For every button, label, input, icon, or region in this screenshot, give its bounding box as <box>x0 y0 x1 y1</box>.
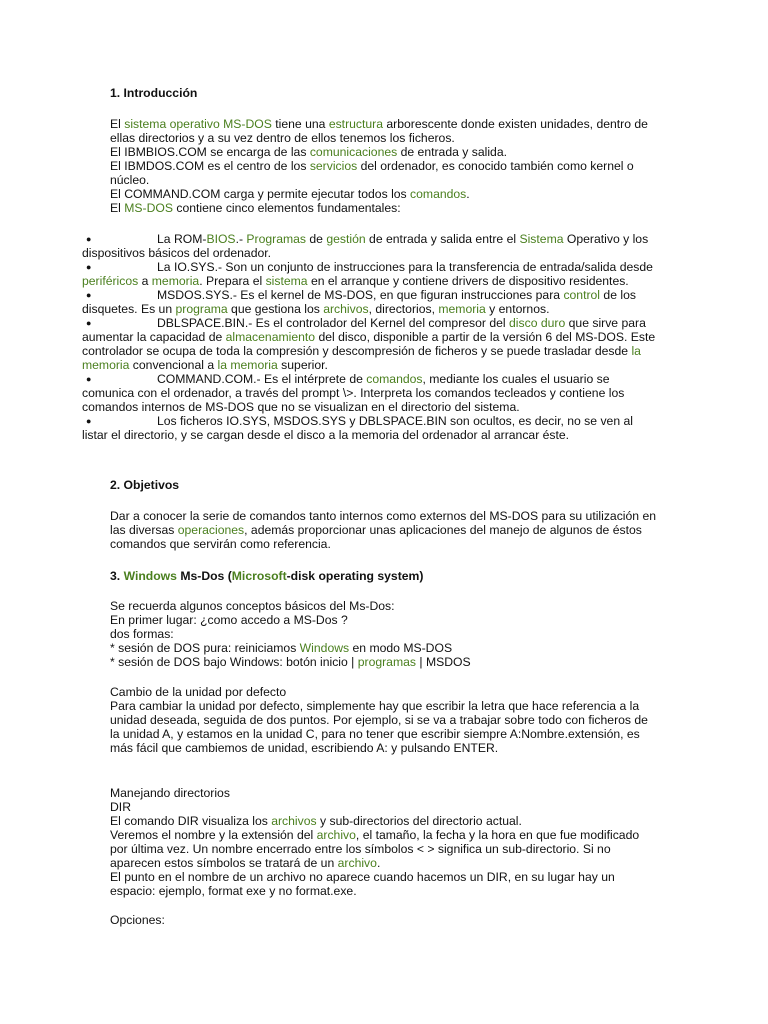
heading-windows-msdos: 3. Windows Ms-Dos (Microsoft-disk operating system) <box>110 569 424 583</box>
text-line: DIR <box>110 800 131 814</box>
directorios-paragraph <box>110 786 660 898</box>
text-line: * sesión de DOS bajo Windows: botón inicio | programas | MSDOS <box>110 655 471 669</box>
hyperlink[interactable]: gestión <box>326 232 366 246</box>
list-item: ● La ROM-BIOS.- Programas de gestión de entrada y salida entre el Sistema Operativo y los dispositivos básicos del ordenador. <box>82 232 649 260</box>
hyperlink[interactable]: Windows <box>123 569 177 583</box>
hyperlink[interactable]: MS-DOS <box>124 201 173 215</box>
bullet-icon: ● <box>86 318 92 328</box>
text-line: En primer lugar: ¿como accedo a MS-Dos ? <box>110 613 348 627</box>
list-item: ● Los ficheros IO.SYS, MSDOS.SYS y DBLSPACE.BIN son ocultos, es decir, no se ven al listar el directorio, y se cargan desde el disco a la memoria del ordenador al arrancar éste. <box>82 414 633 442</box>
hyperlink[interactable]: la memoria <box>82 344 641 372</box>
hyperlink[interactable]: comunicaciones <box>309 145 398 159</box>
text-line: * sesión de DOS pura: reiniciamos Windows en modo MS-DOS <box>110 641 453 655</box>
hyperlink[interactable]: archivos <box>271 814 317 828</box>
hyperlink[interactable]: estructura <box>328 117 384 131</box>
hyperlink[interactable]: periféricos <box>82 274 139 288</box>
text-line: El MS-DOS contiene cinco elementos fundamentales: <box>110 201 401 215</box>
hyperlink[interactable]: memoria <box>438 302 486 316</box>
text-line: El comando DIR visualiza los archivos y sub-directorios del directorio actual. <box>110 814 522 828</box>
text-line: Cambio de la unidad por defecto <box>110 685 287 699</box>
hyperlink[interactable]: comandos <box>410 187 467 201</box>
hyperlink[interactable]: operaciones <box>177 523 245 537</box>
bullet-icon: ● <box>86 374 92 384</box>
text-line: El IBMBIOS.COM se encarga de las comunicaciones de entrada y salida. <box>110 145 507 159</box>
hyperlink[interactable]: programa <box>175 302 228 316</box>
text-line: El punto en el nombre de un archivo no aparece cuando hacemos un DIR, en su lugar hay un espacio: ejemplo, format exe y no format.exe. <box>110 870 615 898</box>
elements-list <box>82 232 660 442</box>
hyperlink[interactable]: archivos <box>323 302 369 316</box>
hyperlink[interactable]: Sistema <box>519 232 564 246</box>
text-line: dos formas: <box>110 627 174 641</box>
bullet-icon: ● <box>86 416 92 426</box>
list-item: ● MSDOS.SYS.- Es el kernel de MS-DOS, en que figuran instrucciones para control de los disquetes. Es un programa que gestiona los archivos, directorios, memoria y entornos. <box>82 288 636 316</box>
hyperlink[interactable]: sistema <box>265 274 308 288</box>
hyperlink[interactable]: disco duro <box>509 316 566 330</box>
bullet-icon: ● <box>86 234 92 244</box>
hyperlink[interactable]: MS-DOS <box>223 117 272 131</box>
text-line: Dar a conocer la serie de comandos tanto internos como externos del MS-DOS para su utilización en las diversas operaciones, además proporcionar unas aplicaciones del manejo de algunos de éstos comandos que servirán como referencia. <box>110 509 657 551</box>
text-line: Manejando directorios <box>110 786 230 800</box>
intro-paragraph <box>110 117 660 215</box>
cambio-unidad-paragraph <box>110 685 660 755</box>
hyperlink[interactable]: archivo <box>316 828 356 842</box>
hyperlink[interactable]: archivo <box>337 856 377 870</box>
hyperlink[interactable]: servicios <box>309 159 358 173</box>
list-item: ● DBLSPACE.BIN.- Es el controlador del Kernel del compresor del disco duro que sirve para aumentar la capacidad de almacenamiento del disco, disponible a partir de la versión 6 del MS-DOS. Este controlador se ocupa de toda la compresión y descompresión de ficheros y se puede trasladar desde la memoria convencional a la memoria superior. <box>82 316 656 372</box>
hyperlink[interactable]: almacenamiento <box>225 330 316 344</box>
text-line: Se recuerda algunos conceptos básicos del Ms-Dos: <box>110 599 395 613</box>
list-item: ● COMMAND.COM.- Es el intérprete de comandos, mediante los cuales el usuario se comunica con el ordenador, a través del prompt \>. Interpreta los comandos tecleados y contiene los comandos internos de MS-DOS que no se visualizan en el directorio del sistema. <box>82 372 625 414</box>
bullet-icon: ● <box>86 262 92 272</box>
text-line: El sistema operativo MS-DOS tiene una estructura arborescente donde existen unidades, dentro de ellas directorios y a su vez dentro de ellos tenemos los ficheros. <box>110 117 648 145</box>
hyperlink[interactable]: Programas <box>246 232 307 246</box>
objetivos-paragraph <box>110 509 660 551</box>
text-line: Opciones: <box>110 913 165 927</box>
hyperlink[interactable]: comandos <box>366 372 423 386</box>
text-line: El IBMDOS.COM es el centro de los servicios del ordenador, es conocido también como kernel o núcleo. <box>110 159 634 187</box>
text-line: Para cambiar la unidad por defecto, simplemente hay que escribir la letra que hace referencia a la unidad deseada, seguida de dos puntos. Por ejemplo, si se va a trabajar sobre todo con ficheros de la unidad A, y estamos en la unidad C, para no tener que escribir siempre A:Nombre.extensión, es más fácil que cambiemos de unidad, escribiendo A: y pulsando ENTER. <box>110 699 648 755</box>
opciones-label <box>110 913 660 927</box>
hyperlink[interactable]: Windows <box>299 641 350 655</box>
hyperlink[interactable]: BIOS <box>206 232 236 246</box>
hyperlink[interactable]: sistema operativo <box>124 117 220 131</box>
hyperlink[interactable]: la memoria <box>217 358 278 372</box>
hyperlink[interactable]: programas <box>357 655 416 669</box>
text-line: Veremos el nombre y la extensión del archivo, el tamaño, la fecha y la hora en que fue modificado por última vez. Un nombre encerrado entre los símbolos < > significa un sub-directorio. Si no aparecen estos símbolos se tratará de un archivo. <box>110 828 640 870</box>
conceptos-paragraph <box>110 599 660 669</box>
hyperlink[interactable]: memoria <box>151 274 200 288</box>
heading-objetivos: 2. Objetivos <box>110 478 180 492</box>
list-item: ● La IO.SYS.- Son un conjunto de instrucciones para la transferencia de entrada/salida desde periféricos a memoria. Prepara el sistema en el arranque y contiene drivers de dispositivo residentes. <box>82 260 653 288</box>
hyperlink[interactable]: Microsoft <box>231 569 287 583</box>
hyperlink[interactable]: control <box>563 288 601 302</box>
bullet-icon: ● <box>86 290 92 300</box>
heading-introduccion: 1. Introducción <box>110 86 198 100</box>
text-line: El COMMAND.COM carga y permite ejecutar todos los comandos. <box>110 187 470 201</box>
